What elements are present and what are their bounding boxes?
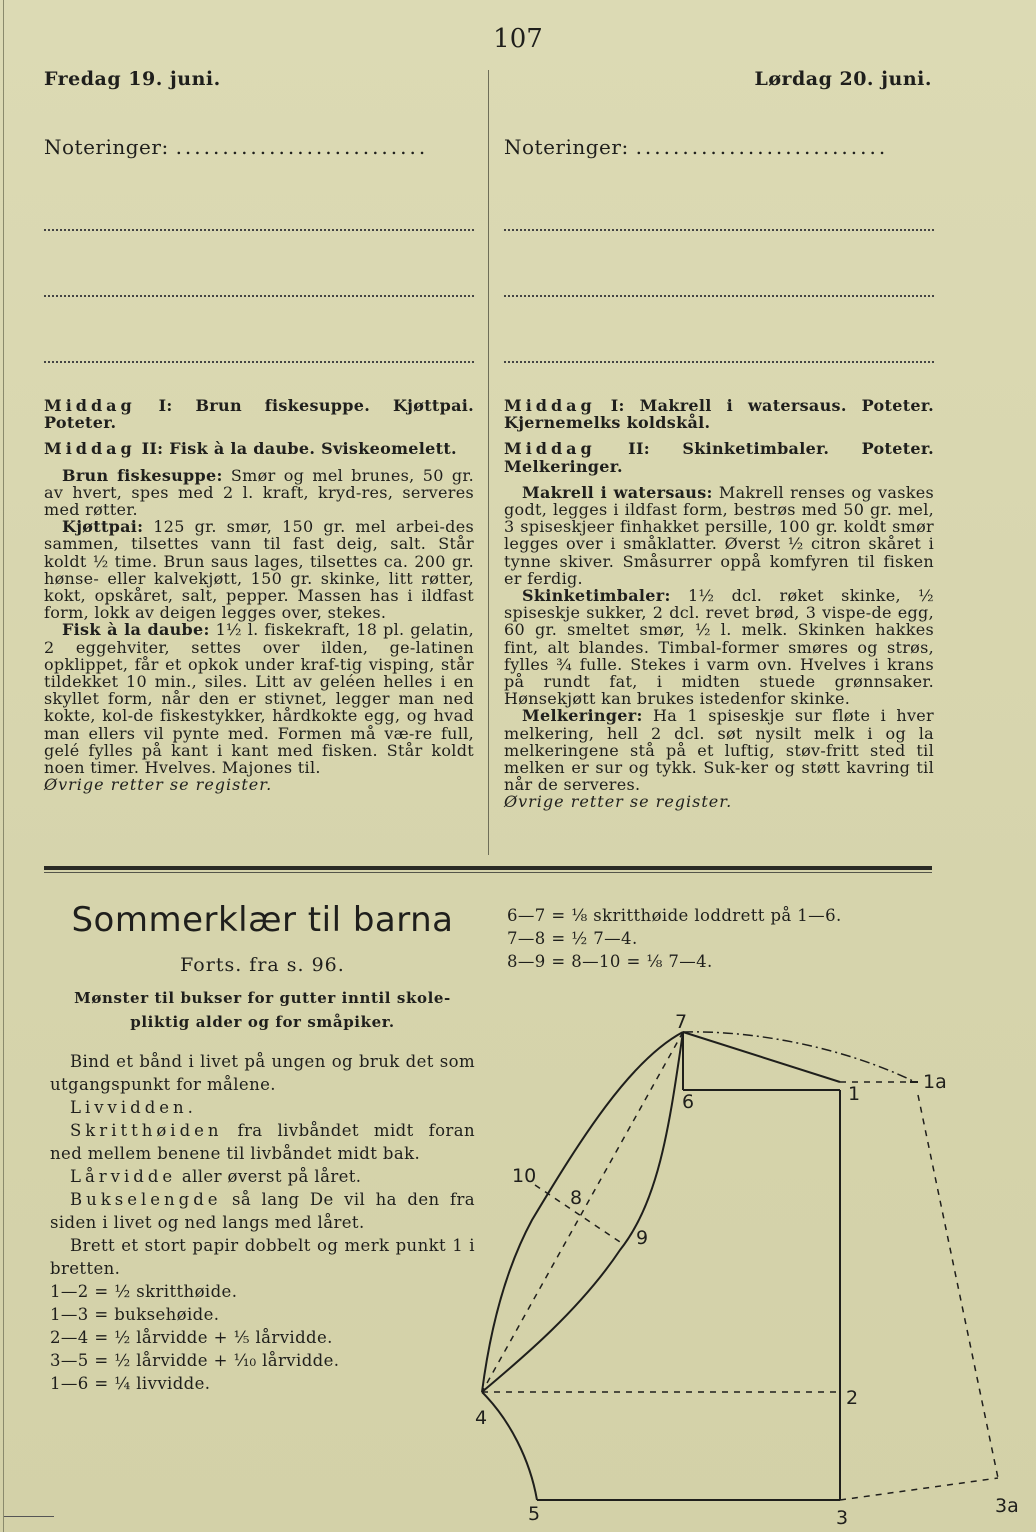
- notes-blank-line[interactable]: [44, 297, 474, 363]
- label-2: 2: [846, 1387, 859, 1409]
- label-1a: 1a: [923, 1071, 947, 1093]
- section-divider-thin: [44, 872, 932, 873]
- step: 1—3 = buksehøide.: [50, 1305, 220, 1324]
- middag-2: Middag II: Skinketimbaler. Poteter. Melkeringer.: [504, 439, 934, 476]
- fold-instruction: Brett et stort papir dobbelt og merk punkt 1 i bretten.: [50, 1236, 475, 1278]
- notes-label: Noteringer:: [44, 135, 169, 159]
- label-9: 9: [636, 1227, 649, 1249]
- recipe-fisk-a-la-daube: Fisk à la daube: 1½ l. fiskekraft, 18 pl. gelatin, 2 eggehviter, settes over ilden, ge-latinen opklippet, får et opkok under kraf-tig visping, står tildekket 10 min., siles. Litt av geléen helles i en skyllet form, når den er stivnet, legger man ned kokte, kol-de fiskestykker, hårdkokte egg, og hvad man ellers vil pynte med. Formen må væ-re full, gelé fylles på kant i kant med fisken. Står koldt noen timer. Hvelves. Majones til.: [44, 620, 474, 778]
- label-6: 6: [682, 1091, 695, 1113]
- day-heading-right: Lørdag 20. juni.: [754, 68, 932, 90]
- label-5: 5: [528, 1503, 541, 1525]
- notes-blank-line[interactable]: [44, 165, 474, 231]
- notes-line-left[interactable]: Noteringer: ...........................: [44, 135, 429, 159]
- label-8: 8: [570, 1187, 583, 1209]
- label-1: 1: [848, 1083, 861, 1105]
- step: 2—4 = ½ lårvidde + ⅕ lårvidde.: [50, 1328, 333, 1347]
- menu-right: [504, 397, 934, 811]
- dashed-3-3a: [840, 1478, 998, 1500]
- label-3a: 3a: [995, 1495, 1019, 1517]
- step: 7—8 = ½ 7—4.: [507, 929, 638, 948]
- article-instructions: [50, 1050, 475, 1395]
- right-column: [504, 135, 934, 811]
- corner-mark: [4, 1516, 54, 1517]
- arc-7-1a: [683, 1032, 915, 1082]
- other-dishes-note: Øvrige retter se register.: [504, 792, 733, 812]
- label-3: 3: [836, 1507, 849, 1529]
- term-livvidde: Livvidden.: [70, 1098, 197, 1117]
- notes-label: Noteringer:: [504, 135, 629, 159]
- column-divider: [488, 70, 489, 855]
- dashed-7-4: [482, 1032, 683, 1392]
- menu-left: [44, 397, 474, 793]
- recipe-kjottpai: Kjøttpai: 125 gr. smør, 150 gr. mel arbei-des sammen, tilsettes vann til fast deig, salt. Står koldt ½ time. Brun saus lages, tilsettes ca. 200 gr. hønse- eller kalvekjøtt, 150 gr. skinke, litt røtter, kokt, opskåret, salt, pepper. Massen has i ildfast form, lokk av deigen legges over, stekes.: [44, 517, 475, 623]
- notes-line-right[interactable]: Noteringer: ...........................: [504, 135, 889, 159]
- step: 6—7 = ⅛ skritthøide loddrett på 1—6.: [507, 906, 842, 925]
- term-larvidde: Lårvidde aller øverst på låret.: [70, 1167, 362, 1186]
- other-dishes-note: Øvrige retter se register.: [44, 775, 273, 795]
- middag-2: Middag II: Fisk à la daube. Sviskeomelett.: [44, 439, 457, 459]
- label-10: 10: [512, 1165, 537, 1187]
- intro-text: Bind et bånd i livet på ungen og bruk det som utgangspunkt for målene.: [50, 1052, 475, 1094]
- step: 1—6 = ¼ livvidde.: [50, 1374, 211, 1393]
- measurements-right: [507, 904, 842, 973]
- middag-1: Middag I: Makrell i watersaus. Poteter. Kjernemelks koldskål.: [504, 396, 935, 433]
- label-7: 7: [675, 1011, 688, 1033]
- line-7-1: [683, 1032, 840, 1082]
- left-column: [44, 135, 474, 793]
- pattern-diagram: [470, 1000, 1030, 1532]
- page-edge: [3, 0, 4, 1532]
- recipe-brun-fiskesuppe: Brun fiskesuppe: Smør og mel brunes, 50 gr. av hvert, spes med 2 l. kraft, kryd-res, serveres med røtter.: [44, 465, 474, 520]
- recipe-melkeringer: Melkeringer: Ha 1 spiseskje sur fløte i hver melkering, hell 2 dcl. søt nysilt melk i og la melkeringene stå på et luftig, støv-fritt sted til melken er sur og tykk. Suk-ker og støtt kavring til når de serveres.: [504, 706, 934, 795]
- dashed-1a-3a: [918, 1095, 998, 1478]
- label-4: 4: [475, 1407, 488, 1429]
- notes-blank-line[interactable]: [504, 165, 934, 231]
- notes-blank-line[interactable]: [504, 297, 934, 363]
- page-number: 107: [493, 24, 543, 54]
- article: [50, 900, 475, 1395]
- article-title: Sommerklær til barna: [71, 900, 454, 940]
- article-subtitle: Mønster til bukser for gutter inntil skole-pliktig alder og for småpiker.: [74, 989, 451, 1031]
- section-divider: [44, 866, 932, 870]
- recipe-makrell: Makrell i watersaus: Makrell renses og vaskes godt, legges i ildfast form, bestrøs med 50 gr. mel, 3 spiseskjeer finhakket persille, 100 gr. koldt smør legges over i småklatter. Øverst ½ citron skåret i tynne skiver. Småsurrer oppå komfyren til fisken er ferdig.: [504, 482, 934, 588]
- recipe-skinketimbaler: Skinketimbaler: 1½ dcl. røket skinke, ½ spiseskje sukker, 2 dcl. revet brød, 3 vispe-de egg, 60 gr. smeltet smør, ½ l. melk. Skinken hakkes fint, alt blandes. Timbal-former smøres og strøs, fylles ¾ fulle. Stekes i varm ovn. Hvelves i krans på rundt fat, i midten stuede grønnsaker. Hønsekjøtt kan brukes istedenfor skinke.: [504, 586, 934, 709]
- curve-leg: [482, 1392, 537, 1500]
- day-heading-left: Fredag 19. juni.: [44, 68, 221, 90]
- term-bukselengde: Bukselengde så lang De vil ha den fra siden i livet og ned langs med låret.: [50, 1190, 475, 1232]
- term-skritthoide: Skritthøiden fra livbåndet midt foran ned mellem benene til livbåndet midt bak.: [50, 1121, 475, 1163]
- notes-blank-line[interactable]: [504, 231, 934, 297]
- step: 1—2 = ½ skritthøide.: [50, 1282, 238, 1301]
- step: 3—5 = ½ lårvidde + ⅒ lårvidde.: [50, 1351, 340, 1370]
- article-continued: Forts. fra s. 96.: [180, 954, 345, 976]
- step: 8—9 = 8—10 = ⅛ 7—4.: [507, 952, 713, 971]
- middag-1: Middag I: Brun fiskesuppe. Kjøttpai. Poteter.: [44, 396, 475, 433]
- notes-blank-line[interactable]: [44, 231, 474, 297]
